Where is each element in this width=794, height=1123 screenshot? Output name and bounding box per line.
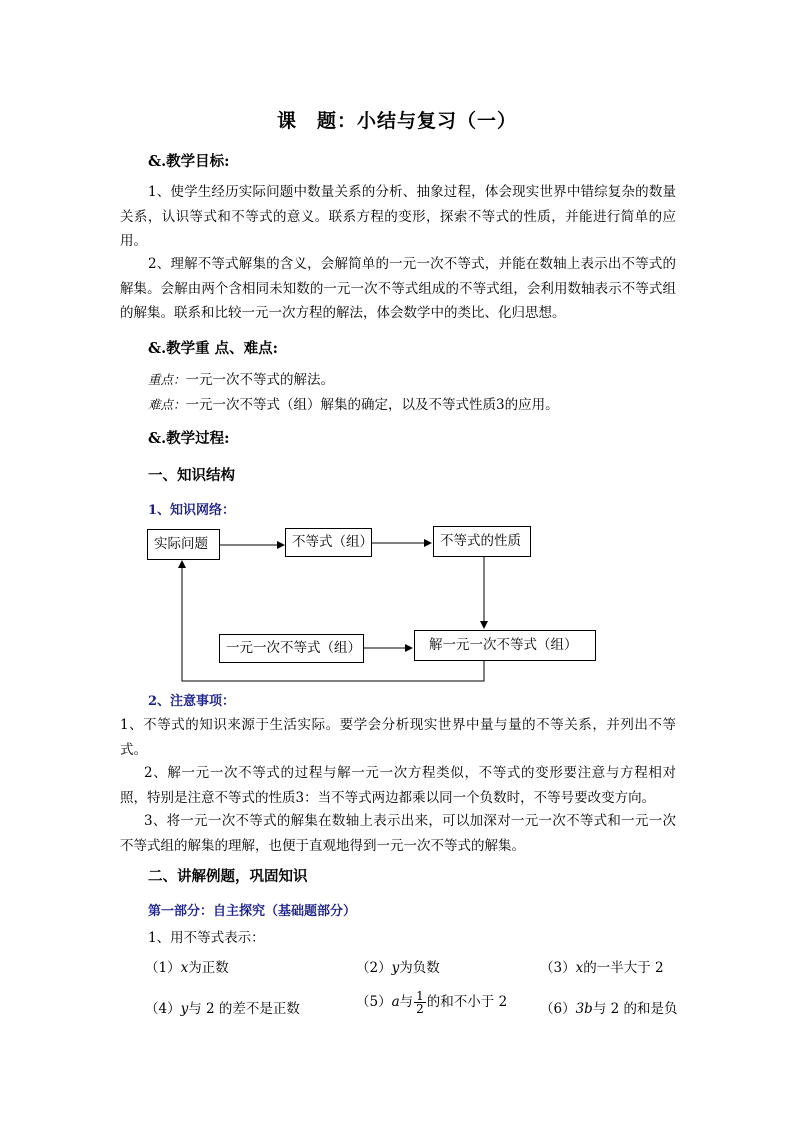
item-4: （4）y与 2 的差不是正数 xyxy=(145,1001,300,1017)
box-real-problem: 实际问题 xyxy=(147,529,220,560)
box-solve-linear-inequality: 解一元一次不等式（组） xyxy=(414,630,596,661)
difficulty-label: 难点： xyxy=(148,397,186,412)
item-1: （1）x为正数 xyxy=(145,960,229,976)
item-2: （2）y为负数 xyxy=(356,960,440,976)
key-point-label: 重点： xyxy=(148,372,186,387)
difficulty-text: 一元一次不等式（组）解集的确定，以及不等式性质3的应用。 xyxy=(185,397,559,413)
fraction-one-half: $\frac{1}{2}$ xyxy=(416,989,424,1016)
key-heading: &.教学重 点、难点: xyxy=(148,340,279,357)
note-2: 2、解一元一次不等式的过程与解一元一次方程类似，不等式的变形要注意与方程相对照，特别是注意不等式的性质3：当不等式两边都乘以同一个负数时，不等号要改变方向。 xyxy=(120,765,676,806)
part1-heading: 一、知识结构 xyxy=(148,467,235,484)
notes-heading: 2、注意事项： xyxy=(148,694,236,709)
goal-paragraph-1: 1、使学生经历实际问题中数量关系的分析、抽象过程，体会现实世界中错综复杂的数量关系，认识等式和不等式的意义。联系方程的变形，探索不等式的性质，并能进行简单的应用。 xyxy=(120,184,676,249)
note-1: 1、不等式的知识来源于生活实际。要学会分析现实世界中量与量的不等关系，并列出不等式。 xyxy=(120,717,676,758)
goal-paragraph-2: 2、理解不等式解集的含义，会解简单的一元一次不等式，并能在数轴上表示出不等式的解集。会解由两个含相同未知数的一元一次不等式组成的不等式组，会利用数轴表示不等式组的解集。联系和比较一元一次方程的解法，体会数学中的类比、化归思想。 xyxy=(120,256,676,321)
process-heading: &.教学过程: xyxy=(148,430,230,447)
box-linear-inequality: 一元一次不等式（组） xyxy=(219,634,364,663)
page-title: 课 题：小结与复习（一） xyxy=(276,110,517,132)
part2-subheading: 第一部分：自主探究（基础题部分） xyxy=(148,904,357,919)
item-6: （6）3b与 2 的和是负 xyxy=(540,1001,678,1017)
goal-heading: &.教学目标: xyxy=(148,153,230,170)
item-5: （5）a与 $\frac{1}{2}$ 的和不小于 2 xyxy=(356,989,508,1016)
key-point-text: 一元一次不等式的解法。 xyxy=(185,372,335,388)
knowledge-network-heading: 1、知识网络： xyxy=(148,503,236,518)
part2-heading: 二、讲解例题，巩固知识 xyxy=(148,868,308,885)
item-3: （3）x的一半大于 2 xyxy=(540,960,664,976)
note-3: 3、将一元一次不等式的解集在数轴上表示出来，可以加深对一元一次不等式和一元一次不等式组的解集的理解，也便于直观地得到一元一次不等式的解集。 xyxy=(120,813,676,854)
box-inequality: 不等式（组） xyxy=(285,528,372,557)
question-1: 1、用不等式表示： xyxy=(148,930,265,946)
box-inequality-properties: 不等式的性质 xyxy=(433,526,531,557)
